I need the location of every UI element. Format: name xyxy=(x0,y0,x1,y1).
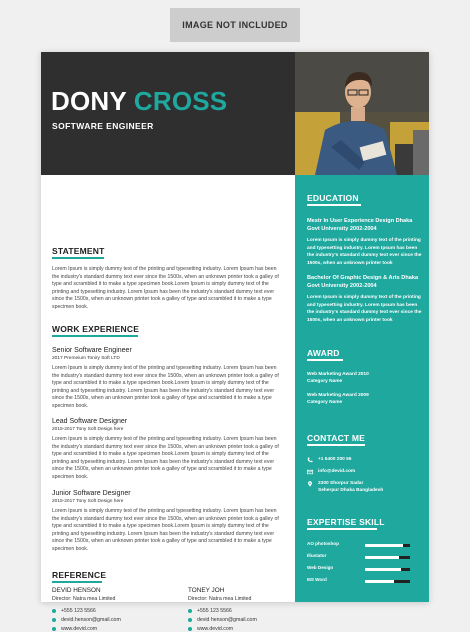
reference-name: DEVID HENSON xyxy=(52,587,101,594)
skill-item xyxy=(307,541,423,549)
phone-icon xyxy=(52,609,56,613)
first-name: DONY xyxy=(51,86,127,116)
main-column xyxy=(41,175,295,632)
globe-icon xyxy=(52,627,56,631)
candidate-name xyxy=(51,86,227,117)
skill-bar-fill xyxy=(365,568,401,571)
job-role: Senior Software Engineer xyxy=(52,347,132,354)
reference-website[interactable]: www.devid.com xyxy=(188,626,233,632)
skill-bar xyxy=(365,556,410,559)
reference-role: Director: Natra mea Limited xyxy=(188,596,252,602)
image-not-included-badge: IMAGE NOT INCLUDED xyxy=(170,8,300,42)
skill-item xyxy=(307,565,423,573)
education-heading: Mestr In User Experience Design Dhaka Govt University 2002-2004 xyxy=(307,218,413,232)
statement-text: Lorem Ipsum is simply dummy text of the printing and typesetting industry. Lorem Ipsum has been the industry's standard dummy text ever since the 1500s, when an unknown printer took a galley of type and scrambled it to make a type specimen book.Lorem Ipsum is simply dummy text of the printing and typesetting industry. Lorem Ipsum has been the industry's standard dummy text ever since the 1500s, when an unknown printer took a galley of type and scrambled it to make a type specimen book. xyxy=(52,266,279,310)
contact-title: CONTACT ME xyxy=(307,433,366,443)
skill-item xyxy=(307,553,423,561)
job-description: Lorem Ipsum is simply dummy text of the printing and typesetting industry. Lorem Ipsum has been the industry's standard dummy text ever since the 1500s, when an unknown printer took a galley of type and scrambled it to make a type specimen book.Lorem Ipsum is simply dummy text of the printing and typesetting industry. Lorem Ipsum has been the industry's standard dummy text ever since the 1500s, when an unknown printer took a galley of type and scrambled it to make a type specimen book. xyxy=(52,365,279,409)
reference-email[interactable]: devid.henson@gmail.com xyxy=(52,617,121,623)
reference-website[interactable]: www.devid.com xyxy=(52,626,97,632)
job-title: SOFTWARE ENGINEER xyxy=(52,121,154,131)
award-underline xyxy=(307,359,343,361)
skill-name: Web Design xyxy=(307,565,334,570)
reference-phone: +555 123 5566 xyxy=(188,608,232,614)
reference-name: TONEY JOH xyxy=(188,587,225,594)
education-heading: Bachelor Of Graphic Design & Arts Dhaka Govt University 2002-2004 xyxy=(307,275,419,289)
job-meta: 2015-2017 Tony Soft Design here xyxy=(52,499,124,504)
job-role: Lead Software Designer xyxy=(52,418,128,425)
skill-name: Illustator xyxy=(307,553,327,558)
email-icon xyxy=(188,618,192,622)
skill-bar-fill xyxy=(365,556,399,559)
skill-bar xyxy=(365,544,410,547)
contact-underline xyxy=(307,444,365,446)
statement-title: STATEMENT xyxy=(52,246,105,256)
education-text: Lorem Ipsum is simply dummy text of the printing and typesetting industry. Lorem Ipsum has been the industry's standard dummy text ever since the 1500s, when an unknown printer took xyxy=(307,295,422,324)
work-experience-underline xyxy=(52,335,138,337)
location-pin-icon xyxy=(307,481,313,487)
reference-role: Director: Natra mea Limited xyxy=(52,596,116,602)
award-title: AWARD xyxy=(307,348,340,358)
job-description: Lorem Ipsum is simply dummy text of the printing and typesetting industry. Lorem Ipsum has been the industry's standard dummy text ever since the 1500s, when an unknown printer took a galley of type and scrambled it to make a type specimen book.Lorem Ipsum is simply dummy text of the printing and typesetting industry. Lorem Ipsum has been the industry's standard dummy text ever since the 1500s, when an unknown printer took a galley of type and scrambled it to make a type specimen book. xyxy=(52,436,279,480)
skill-bar-fill xyxy=(365,580,394,583)
job-description: Lorem Ipsum is simply dummy text of the printing and typesetting industry. Lorem Ipsum has been the industry's standard dummy text ever since the 1500s, when an unknown printer took a galley of type and scrambled it to make a type specimen book.Lorem Ipsum is simply dummy text of the printing and typesetting industry. Lorem Ipsum has been the industry's standard dummy text ever since the 1500s, when an unknown printer took a galley of type and scrambled it to make a type specimen book. xyxy=(52,508,279,552)
email-icon xyxy=(52,618,56,622)
statement-underline xyxy=(52,257,104,259)
skill-bar xyxy=(365,580,410,583)
award-item: Web Marketing Award 2010 Category Name xyxy=(307,372,369,384)
job-role: Junior Software Designer xyxy=(52,490,131,497)
reference-underline xyxy=(52,581,102,583)
reference-title: REFERENCE xyxy=(52,570,107,580)
skill-name: AO photoshop xyxy=(307,541,339,546)
education-underline xyxy=(307,204,361,206)
job-meta: 2015-2017 Tony Soft Design here xyxy=(52,427,124,432)
work-experience-title: WORK EXPERIENCE xyxy=(52,324,140,334)
skill-name: MS Word xyxy=(307,577,327,582)
last-name: CROSS xyxy=(133,86,228,116)
globe-icon xyxy=(188,627,192,631)
contact-phone: +1 5400 200 55 xyxy=(307,457,351,464)
contact-address: 2300 Shorpur Sadar Seherpur Dhaka Bangladesh xyxy=(307,481,383,494)
email-icon xyxy=(307,469,313,475)
education-text: Lorem Ipsum is simply dummy text of the printing and typesetting industry. Lorem Ipsum has been the industry's standard dummy text ever since the 1500s, when an unknown printer took xyxy=(307,238,422,267)
expertise-skill-title: EXPERTISE SKILL xyxy=(307,517,385,527)
education-title: EDUCATION xyxy=(307,193,359,203)
expertise-skill-underline xyxy=(307,528,377,530)
profile-photo xyxy=(295,52,429,175)
skill-bar-fill xyxy=(365,544,403,547)
skill-bar xyxy=(365,568,410,571)
award-item: Web Marketing Award 2009 Category Name xyxy=(307,393,369,405)
resume-sheet xyxy=(41,52,429,632)
sidebar xyxy=(295,175,429,602)
contact-email[interactable]: info@devid.com xyxy=(307,469,355,476)
reference-phone: +555 123 5566 xyxy=(52,608,96,614)
phone-icon xyxy=(188,609,192,613)
job-meta: 2017 Premeium Toniry Soft LTD xyxy=(52,356,120,361)
phone-icon xyxy=(307,457,313,463)
skill-item xyxy=(307,577,423,585)
reference-email[interactable]: devid henson@gmail.com xyxy=(188,617,257,623)
